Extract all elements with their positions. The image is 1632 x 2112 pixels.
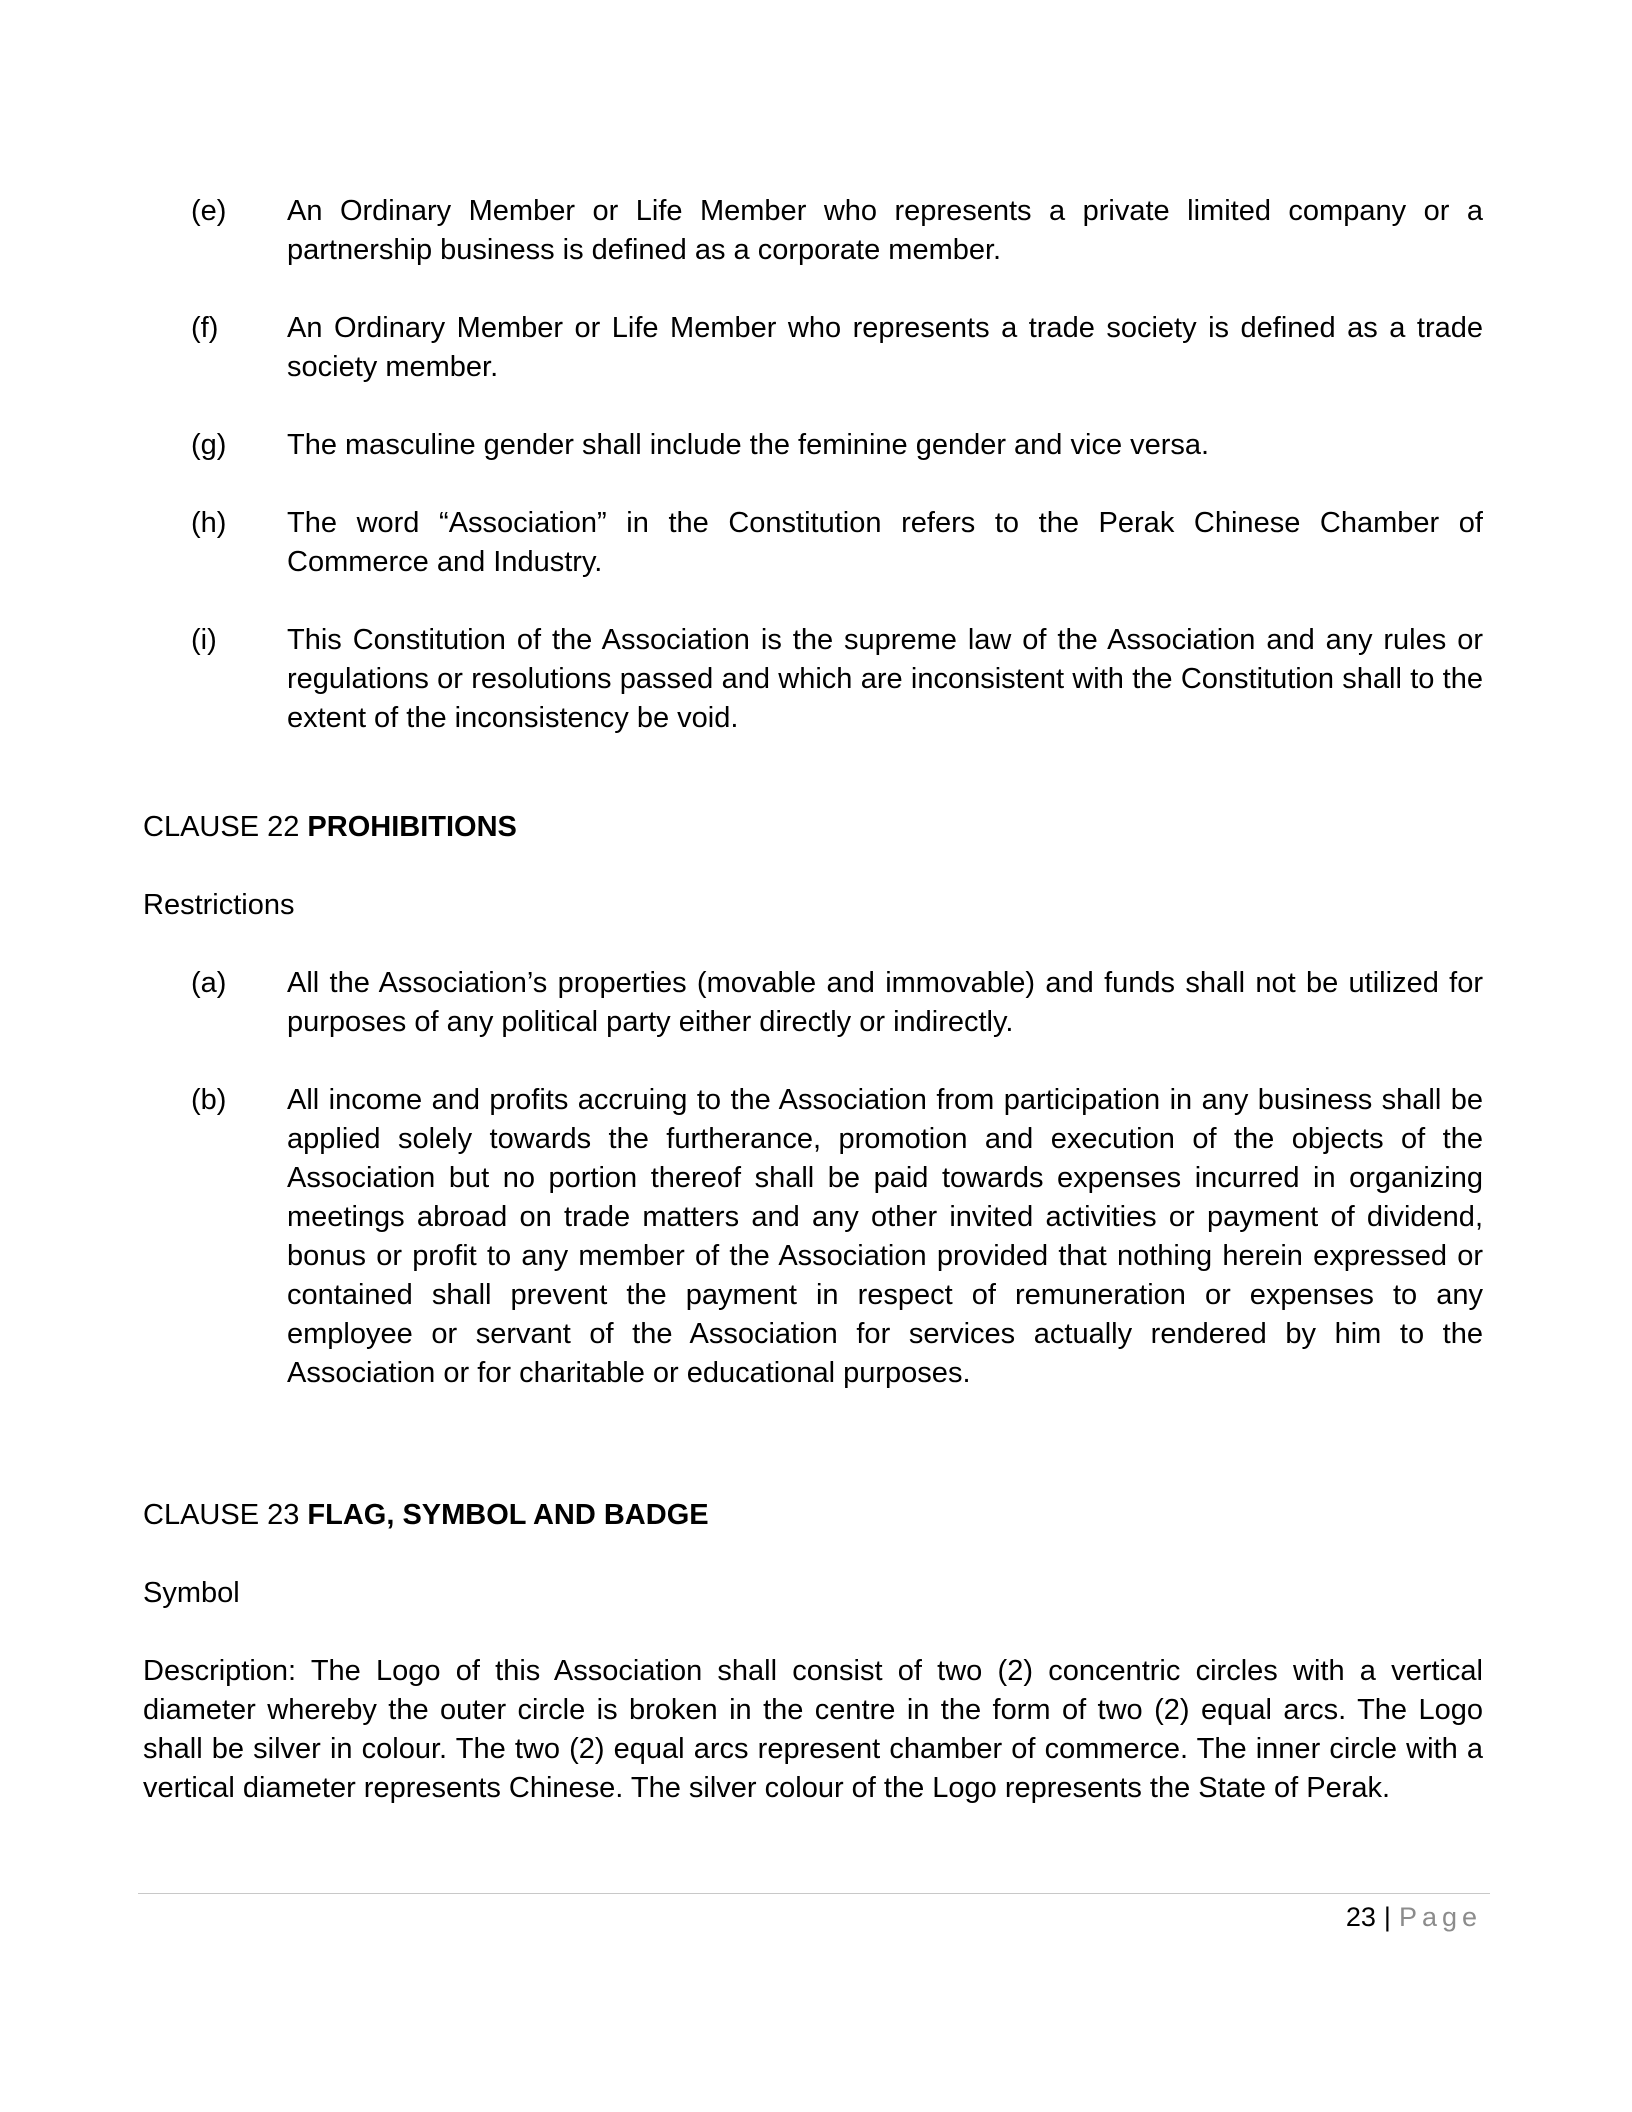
clause-22-subheading: Restrictions [143, 889, 295, 921]
clause-23-prefix: CLAUSE 23 [143, 1499, 300, 1531]
definitions-list [143, 192, 1483, 738]
footer-separator: | [1383, 1902, 1391, 1932]
clause-22-prefix: CLAUSE 22 [143, 811, 300, 843]
item-text: All the Association’s properties (movable and immovable) and funds shall not be utilized for purposes of any political party either directly or indirectly. [287, 967, 1483, 1038]
clause-23-subheading: Symbol [143, 1577, 240, 1609]
item-text: All income and profits accruing to the Association from participation in any business shall be applied solely towards the furtherance, promotion and execution of the objects of the Association but no portion thereof shall be paid towards expenses incurred in organizing meetings abroad on trade matters and any other invited activities or payment of dividend, bonus or profit to any member of the Association provided that nothing herein expressed or contained shall prevent the payment in respect of remuneration or expenses to any employee or servant of the Association for services actually rendered by him to the Association or for charitable or educational purposes. [287, 1084, 1483, 1389]
clause-23-heading [143, 1496, 709, 1535]
item-label: (b) [191, 1084, 227, 1116]
page-number: 23 [1345, 1902, 1376, 1932]
page-footer [1346, 1898, 1482, 1937]
list-item [191, 621, 1483, 738]
restrictions-list [143, 964, 1483, 1393]
list-item [191, 1081, 1483, 1393]
clause-23-title: FLAG, SYMBOL AND BADGE [307, 1499, 709, 1531]
clause-22-title: PROHIBITIONS [307, 811, 517, 843]
list-item [191, 309, 1483, 387]
clause-22-heading [143, 808, 517, 847]
item-text: This Constitution of the Association is the supreme law of the Association and any rules or regulations or resolutions passed and which are inconsistent with the Constitution shall to the extent of the inconsistency be void. [287, 624, 1483, 734]
item-label: (f) [191, 312, 219, 344]
item-label: (g) [191, 429, 227, 461]
item-text: The word “Association” in the Constitution refers to the Perak Chinese Chamber of Commerce and Industry. [287, 507, 1483, 578]
list-item [191, 426, 1483, 465]
item-text: The masculine gender shall include the feminine gender and vice versa. [287, 429, 1210, 461]
item-label: (a) [191, 967, 227, 999]
item-label: (e) [191, 195, 227, 227]
list-item [191, 192, 1483, 270]
item-text: An Ordinary Member or Life Member who represents a private limited company or a partnership business is defined as a corporate member. [287, 195, 1483, 266]
page-word: Page [1398, 1902, 1482, 1932]
list-item [191, 964, 1483, 1042]
item-text: An Ordinary Member or Life Member who represents a trade society is defined as a trade society member. [287, 312, 1483, 383]
symbol-description: Description: The Logo of this Association shall consist of two (2) concentric circles with a vertical diameter whereby the outer circle is broken in the centre in the form of two (2) equal arcs. The Logo shall be silver in colour. The two (2) equal arcs represent chamber of commerce. The inner circle with a vertical diameter represents Chinese. The silver colour of the Logo represents the State of Perak. [143, 1655, 1483, 1804]
list-item [191, 504, 1483, 582]
item-label: (i) [191, 624, 217, 656]
item-label: (h) [191, 507, 227, 539]
footer-divider [138, 1893, 1490, 1894]
